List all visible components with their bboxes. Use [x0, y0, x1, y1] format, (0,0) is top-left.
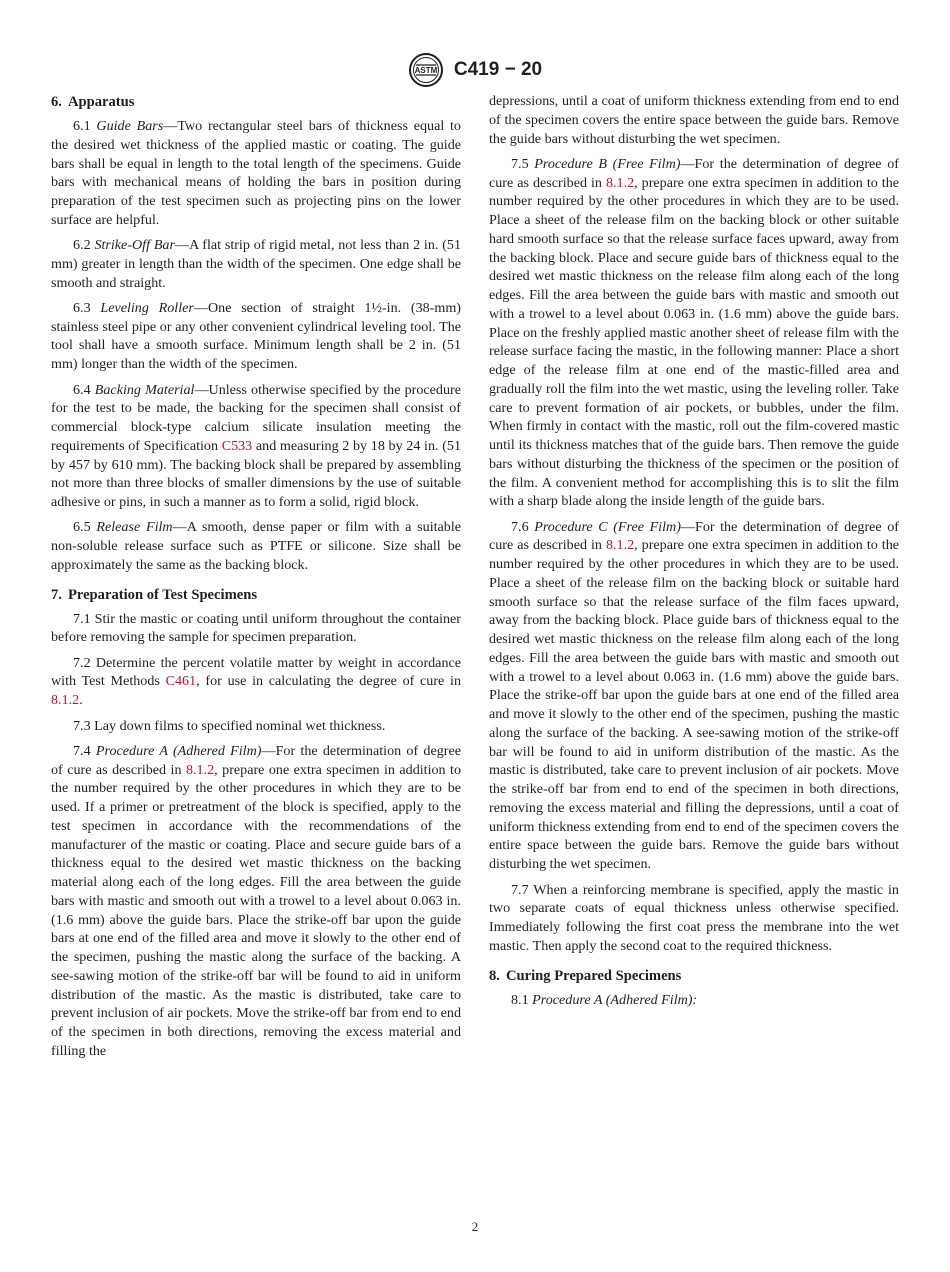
paragraph-7-3: 7.3 Lay down films to specified nominal wet thickness. — [73, 717, 386, 734]
paragraph-7-4: 7.4 Procedure A (Adhered Film)—For the determination of degree of cure as described in 8.1.2, prepare one extra specimen in addition to the number required by the other procedures in which they are to be used. If a primer or pretreatment of the block is specified, apply to the test specimen in accordance with the recommendations of the manufacturer of the mastic or coating. Place and secure guide bars of a thickness equal to the desired wet mastic thickness on the backing material along each of the long edges. Fill the area between the guide bars with mastic and smooth out with a trowel to a level about 0.063 in. (1.6 mm) above the guide bars. Place the strike-off bar upon the guide bars at one end of the filled area and move it slowly to the other end of the specimen, pushing the mastic along the surface of the backing. A see-sawing motion of the strike-off bar will be found to aid in uniform distribution of the mastic. As the mastic is distributed, take care to prevent inclusion of air pockets. Move the strike-off bar from end to end of the specimen in both directions, removing the excess material and filling the — [51, 742, 461, 1059]
section-heading-8: 8. Curing Prepared Specimens — [489, 967, 682, 984]
reference-link-8-1-2[interactable]: 8.1.2 — [605, 174, 635, 191]
section-heading-7: 7. Preparation of Test Specimens — [51, 586, 257, 603]
paragraph-7-4-continued: depressions, until a coat of uniform thickness extending from end to end of the specimen covers the entire space between the guide bars. Remove the guide bars without disturbing the wet specimen. — [489, 93, 899, 147]
reference-link-c533[interactable]: C533 — [221, 437, 253, 454]
svg-text:ASTM: ASTM — [414, 66, 438, 75]
paragraph-6-1: 6.1 Guide Bars—Two rectangular steel bars of thickness equal to the desired wet thickness of the applied mastic or coating. The guide bars shall be equal in length to the total length of the specimens. Guide bars with mechanical means of holding the bars in position during preparation of the test specimen such as projecting pins on the lower surface are helpful. — [51, 118, 461, 228]
reference-link-8-1-2[interactable]: 8.1.2 — [51, 692, 80, 709]
paragraph-6-4: 6.4 Backing Material—Unless otherwise specified by the procedure for the test to be made, the backing for the specimen shall consist of commercial block-type calcium silicate insulation meeting the requirements of Specification C533 and measuring 2 by 18 by 24 in. (51 by 457 by 610 mm). The backing block shall be prepared by assembling not more than three blocks of smaller dimensions by the use of suitable adhesive or pins, in such a manner as to form a solid, rigid block. — [51, 381, 461, 511]
paragraph-7-6: 7.6 Procedure C (Free Film)—For the determination of degree of cure as described in 8.1.2, prepare one extra specimen in addition to the number required by the other procedures in which they are to be used. Place a sheet of the release film on the backing block or suitable hard smooth surface so that the release surface of the film faces upward, away from the backing block. Place guide bars of thickness equal to the desired wet mastic thickness on the release film along each of the long edges. Fill the area between the guide bars with mastic and smooth out with a trowel to a level about 0.063 in. (1.6 mm) above the guide bars. Place the strike-off bar upon the guide bars at one end of the filled area and move it slowly to the other end of the specimen, pushing the mastic along the surface of the backing. A see-sawing motion of the strike-off bar will be found to aid in uniform distribution of the mastic. As the mastic is distributed, take care to prevent inclusion of air pockets. Move the strike-off bar from end to end of the specimen in both directions, removing the excess material and filling the depressions, until a coat of uniform thickness extending from end to end of the specimen covers the entire space between the guide bars. Remove the guide bars without disturbing the wet specimen. — [489, 518, 899, 873]
paragraph-7-7: 7.7 When a reinforcing membrane is specified, apply the mastic in two separate coats of equal thickness unless otherwise specified. Immediately following the first coat press the membrane into the wet mastic. Then apply the second coat to the required thickness. — [489, 881, 899, 954]
paragraph-6-5: 6.5 Release Film—A smooth, dense paper or film with a suitable non-soluble release surface such as PTFE or silicone. Size shall be approximately the same as the backing block. — [51, 519, 461, 573]
reference-link-8-1-2[interactable]: 8.1.2 — [605, 537, 635, 554]
standard-designation: C419 − 20 — [453, 59, 543, 80]
paragraph-6-2: 6.2 Strike-Off Bar—A flat strip of rigid metal, not less than 2 in. (51 mm) greater in length than the width of the specimen. One edge shall be smooth and straight. — [51, 237, 462, 291]
astm-logo-icon — [408, 52, 444, 88]
paragraph-7-2: 7.2 Determine the percent volatile matter by weight in accordance with Test Methods C461, for use in calculating the degree of cure in 8.1.2. — [51, 654, 461, 709]
right-column — [489, 92, 899, 1016]
reference-link-c461[interactable]: C461 — [165, 673, 197, 690]
paragraph-8-1: 8.1 Procedure A (Adhered Film): — [511, 991, 698, 1008]
paragraph-7-1: 7.1 Stir the mastic or coating until uniform throughout the container before removing the sample for specimen preparation. — [51, 610, 461, 646]
page-number: 2 — [471, 1219, 479, 1234]
paragraph-7-5: 7.5 Procedure B (Free Film)—For the determination of degree of cure as described in 8.1.2, prepare one extra specimen in addition to the number required by the other procedures in which they are to be used. Place a sheet of the release film on the backing block or other suitable hard smooth surface so that the release surface faces upward, away from the backing block. Place and secure guide bars of thickness equal to the desired wet mastic thickness on the release film along each of the long edges. Fill the area between the guide bars with mastic and smooth out with a trowel to a level about 0.063 in. (1.6 mm) above the guide bars. Place on the freshly applied mastic another sheet of release film with the release surface facing the mastic, in the following manner: Place a short edge of the release film at one end of the mastic-filled area and gradually roll the film into the wet mastic, using the leveling roller. Take care to prevent formation of air pockets, or bubbles, under the film. When firmly in contact with the mastic, roll out the film-covered mastic until its thickness matches that of the guide bars. Then remove the guide bars without disturbing the thickness of the specimen or the position of the film. A convenient method for accomplishing this is to slit the film with a sharp blade along the inside length of the guide bars. — [489, 155, 899, 510]
paragraph-6-3: 6.3 Leveling Roller—One section of straight 1½-in. (38-mm) stainless steel pipe or any other convenient cylindrical leveling tool. The tool shall have a smooth surface. Minimum length shall be 2 in. (51 mm) longer than the width of the specimen. — [51, 299, 461, 373]
reference-link-8-1-2[interactable]: 8.1.2 — [185, 761, 215, 778]
page-header — [0, 52, 950, 88]
section-heading-6: 6. Apparatus — [51, 94, 135, 110]
left-column — [51, 92, 461, 1067]
